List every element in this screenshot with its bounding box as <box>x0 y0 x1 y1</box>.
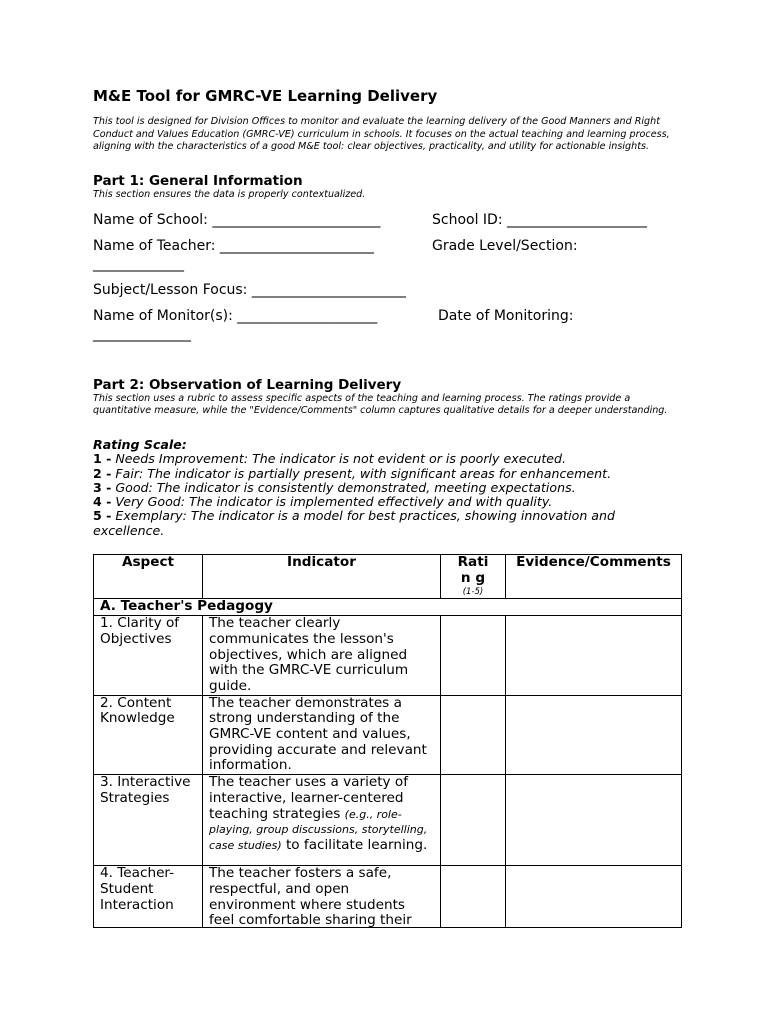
aspect-cell: 2. Content Knowledge <box>94 695 203 775</box>
rating-desc: Exemplary: The indicator is a model for best practices, showing innovation and excellence. <box>93 508 615 538</box>
part2-heading: Part 2: Observation of Learning Delivery <box>93 377 402 393</box>
rating-item-1 <box>93 452 683 466</box>
rating-cell[interactable] <box>441 775 506 866</box>
indicator-cell <box>203 775 441 866</box>
school-name-field: Name of School: ________________________ <box>93 212 381 228</box>
rating-num: 2 - <box>93 465 112 481</box>
rating-cell[interactable] <box>441 616 506 696</box>
header-rating <box>441 555 506 599</box>
evidence-cell[interactable] <box>506 695 682 775</box>
evidence-cell[interactable] <box>506 616 682 696</box>
monitor-name-field: Name of Monitor(s): ____________________ <box>93 308 378 324</box>
rating-item-5 <box>93 509 683 538</box>
rating-scale-label: Rating Scale: <box>93 437 187 452</box>
aspect-cell: 1. Clarity of Objectives <box>94 616 203 696</box>
subject-field: Subject/Lesson Focus: ______________________ <box>93 282 406 298</box>
rating-num: 5 - <box>93 508 112 524</box>
rating-num: 4 - <box>93 494 112 510</box>
aspect-cell: 4. Teacher-Student Interaction <box>94 866 203 928</box>
header-aspect: Aspect <box>94 555 203 599</box>
school-id-field: School ID: ____________________ <box>432 212 648 228</box>
rating-cell[interactable] <box>441 866 506 928</box>
rating-item-3 <box>93 481 683 495</box>
aspect-cell: 3. Interactive Strategies <box>94 775 203 866</box>
rating-desc: Needs Improvement: The indicator is not evident or is poorly executed. <box>111 451 567 467</box>
part1-note: This section ensures the data is properly contextualized. <box>93 189 366 200</box>
grade-level-blank: _____________ <box>93 256 184 272</box>
rating-item-4 <box>93 495 683 509</box>
evidence-cell[interactable] <box>506 866 682 928</box>
header-rating-label: Ratin g <box>457 554 489 586</box>
indicator-cell: The teacher clearly communicates the lesson's objectives, which are aligned with the GMRC-VE curriculum guide. <box>203 616 441 696</box>
part1-heading: Part 1: General Information <box>93 173 303 189</box>
table-row <box>94 616 682 696</box>
date-blank: ______________ <box>93 326 191 342</box>
table-header-row <box>94 555 682 599</box>
rating-item-2 <box>93 467 683 481</box>
rating-num: 1 - <box>93 451 112 467</box>
header-evidence: Evidence/Comments <box>506 555 682 599</box>
page-title: M&E Tool for GMRC-VE Learning Delivery <box>93 87 438 105</box>
teacher-name-field: Name of Teacher: ______________________ <box>93 238 374 254</box>
header-indicator: Indicator <box>203 555 441 599</box>
table-row <box>94 866 682 928</box>
intro-paragraph: This tool is designed for Division Offices to monitor and evaluate the learning delivery of the Good Manners and Right Conduct and Values Education (GMRC-VE) curriculum in schools. It focuses on the actual teaching and learning process, aligning with the characteristics of a good M&E tool: clear objectives, practicality, and utility for actionable insights. <box>93 116 670 152</box>
rating-cell[interactable] <box>441 695 506 775</box>
rating-desc: Very Good: The indicator is implemented effectively and with quality. <box>111 494 553 510</box>
section-a-label: A. Teacher's Pedagogy <box>94 599 682 616</box>
observation-table <box>93 554 682 928</box>
evidence-cell[interactable] <box>506 775 682 866</box>
indicator-examples: (e.g., role-playing, group discussions, storytelling, case studies) <box>209 807 428 852</box>
rating-num: 3 - <box>93 479 112 495</box>
header-rating-scale: (1-5) <box>462 587 484 598</box>
indicator-text-end: to facilitate learning. <box>281 836 428 853</box>
table-row <box>94 695 682 775</box>
indicator-text: The teacher fosters a safe, respectful, and open environment where students feel comfortable sharing their <box>209 866 412 928</box>
indicator-cell: The teacher demonstrates a strong understanding of the GMRC-VE content and values, providing accurate and relevant information. <box>203 695 441 775</box>
table-row <box>94 775 682 866</box>
date-label: Date of Monitoring: <box>438 308 574 324</box>
section-row <box>94 599 682 616</box>
rating-desc: Good: The indicator is consistently demonstrated, meeting expectations. <box>111 479 576 495</box>
rating-desc: Fair: The indicator is partially present, with significant areas for enhancement. <box>111 465 612 481</box>
rating-scale <box>93 438 683 538</box>
indicator-cell <box>203 866 441 928</box>
indicator-text: The teacher uses a variety of interactive, learner-centered teaching strategies <box>209 774 409 822</box>
part2-note: This section uses a rubric to assess specific aspects of the teaching and learning process. The ratings provide a quantitative measure, while the "Evidence/Comments" column captures qualitative details for a deeper understanding. <box>93 393 668 416</box>
grade-level-label: Grade Level/Section: <box>432 238 578 254</box>
